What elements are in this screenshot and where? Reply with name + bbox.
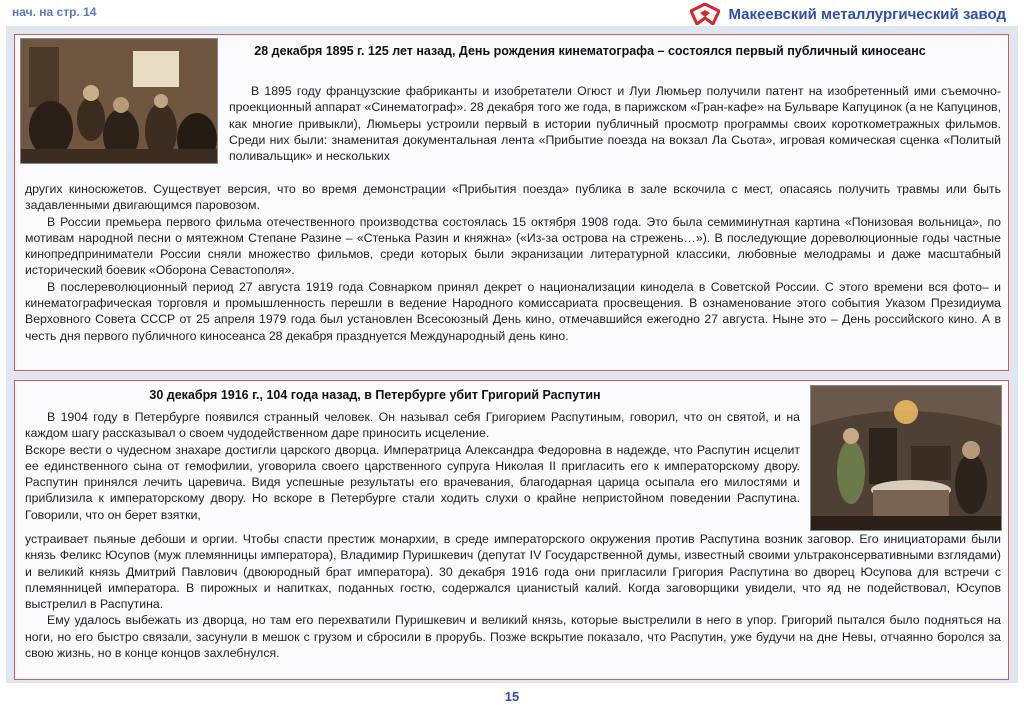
paragraph: Вскоре вести о чудесном знахаре достигли царского дворца. Императрица Александра Федоровна в надежде, что Распутин исцелит ее единственного сына от гемофилии, уговорила своего царственного супруга Николая II пригласить его к императорскому двору. Распутин принялся лечить царевича. Видя успешные результаты его врачевания, благодарная царица осыпала его милостями и приблизила к императорскому двору. Но вскоре в Петербурге стали ходить слухи о крайне непристойном поведении Распутина. Говорили, что он берет взятки, <box>25 442 800 522</box>
paragraph: В России премьера первого фильма отечественного производства состоялась 15 октября 1908 года. Это была семиминутная картина «Понизовая вольница», по мотивам народной песни о мятежном Степане Разине – «Стенька Разин и княжна» («Из-за острова на стрежень…»). В последующие дореволюционные годы частные кинопредприниматели России сняли множество фильмов, среди которых были экранизации литературной классики, любовные мелодрамы и даже масштабный исторический боевик «Оборона Севастополя». <box>25 214 1001 278</box>
paragraph: устраивает пьяные дебоши и оргии. Чтобы спасти престиж монархии, в среде императорского окружения против Распутина возник заговор. Его инициаторами были князь Феликс Юсупов (муж племянницы императора), Владимир Пуришкевич (депутат IV Государственной думы, известный своими ультраконсервативными взглядами) и великий князь Дмитрий Павлович (двоюродный брат императора). 30 декабря 1916 года они пригласили Григория Распутина во дворец Юсупова для встречи с племянницей императора. В пирожных и напитках, поданных гостю, содержался цианистый калий. Когда заговорщики увидели, что яд не подействовал, Юсупов выстрелил в Распутина. <box>25 532 1001 612</box>
page-number: 15 <box>504 689 520 704</box>
article-text-main <box>25 181 1001 344</box>
rasputin-museum-photo <box>810 385 1002 531</box>
lumiere-screening-photo <box>20 38 218 164</box>
brand <box>690 2 1006 26</box>
article-title: 28 декабря 1895 г. 125 лет назад, День рождения кинематографа – состоялся первый публичный киносеанс <box>254 44 926 58</box>
paragraph: В 1895 году французские фабриканты и изобретатели Огюст и Луи Люмьер получили патент на изобретенный ими съемочно-проекционный аппарат «Синематограф». 28 декабря того же года, в парижском «Гран-кафе» на Бульваре Капуцинок (а не Капуцинов, как многие привыкли), Люмьеры устроили первый в истории публичный просмотр программы своих короткометражных фильмов. Среди них были: знаменитая документальная лента «Прибытие поезда на вокзал Ла Сьота», игровая комическая сценка «Политый поливальщик» и нескольких <box>229 84 1001 164</box>
paragraph: Ему удалось выбежать из дворца, но там его перехватили Пуришкевич и великий князь, которые выстрелили в него в упор. Григорий пытался было подняться на ноги, но его быстро связали, засунули в мешок с грузом и сбросили в прорубь. Позже вскрытие показало, что Распутин, уже будучи на дне Невы, отчаянно боролся за свою жизнь, но в конце концов захлебнулся. <box>25 613 1001 661</box>
paragraph: В послереволюционный период 27 августа 1919 года Совнарком принял декрет о национализации кинодела в Советской России. С этого времени вся фото– и кинематографическая торговля и промышленность перешли в ведение Народного комиссариата просвещения. В ознаменование этого события Указом Президиума Верховного Совета СССР от 25 апреля 1979 года был установлен Всесоюзный День кино, отмечавшийся ежегодно 27 августа. Ныне это – День российского кино. А в честь дня первого публичного киносеанса 28 декабря празднуется Международный день кино. <box>25 279 1001 343</box>
article-text-top <box>25 409 800 523</box>
article-title: 30 декабря 1916 г., 104 года назад, в Петербурге убит Григорий Распутин <box>149 388 601 402</box>
article-text-top <box>229 83 1001 164</box>
paragraph: других киносюжетов. Существует версия, что во время демонстрации «Прибытия поезда» публика в зале вскочила с мест, опасаясь получить травмы или быть задавленными двигающимся паровозом. <box>25 182 1001 213</box>
continued-from-link[interactable]: нач. на стр. 14 <box>12 5 97 19</box>
article-cinema <box>14 34 1009 371</box>
article-text-main <box>25 531 1001 661</box>
paragraph: В 1904 году в Петербурге появился странный человек. Он называл себя Григорием Распутиным, говорил, что он святой, и на каждом шагу рассказывал о своем чудодейственном даре приносить исцеление. <box>25 410 800 441</box>
article-rasputin <box>14 380 1009 680</box>
company-logo-icon <box>690 3 720 25</box>
company-name: Макеевский металлургический завод <box>728 5 1006 23</box>
